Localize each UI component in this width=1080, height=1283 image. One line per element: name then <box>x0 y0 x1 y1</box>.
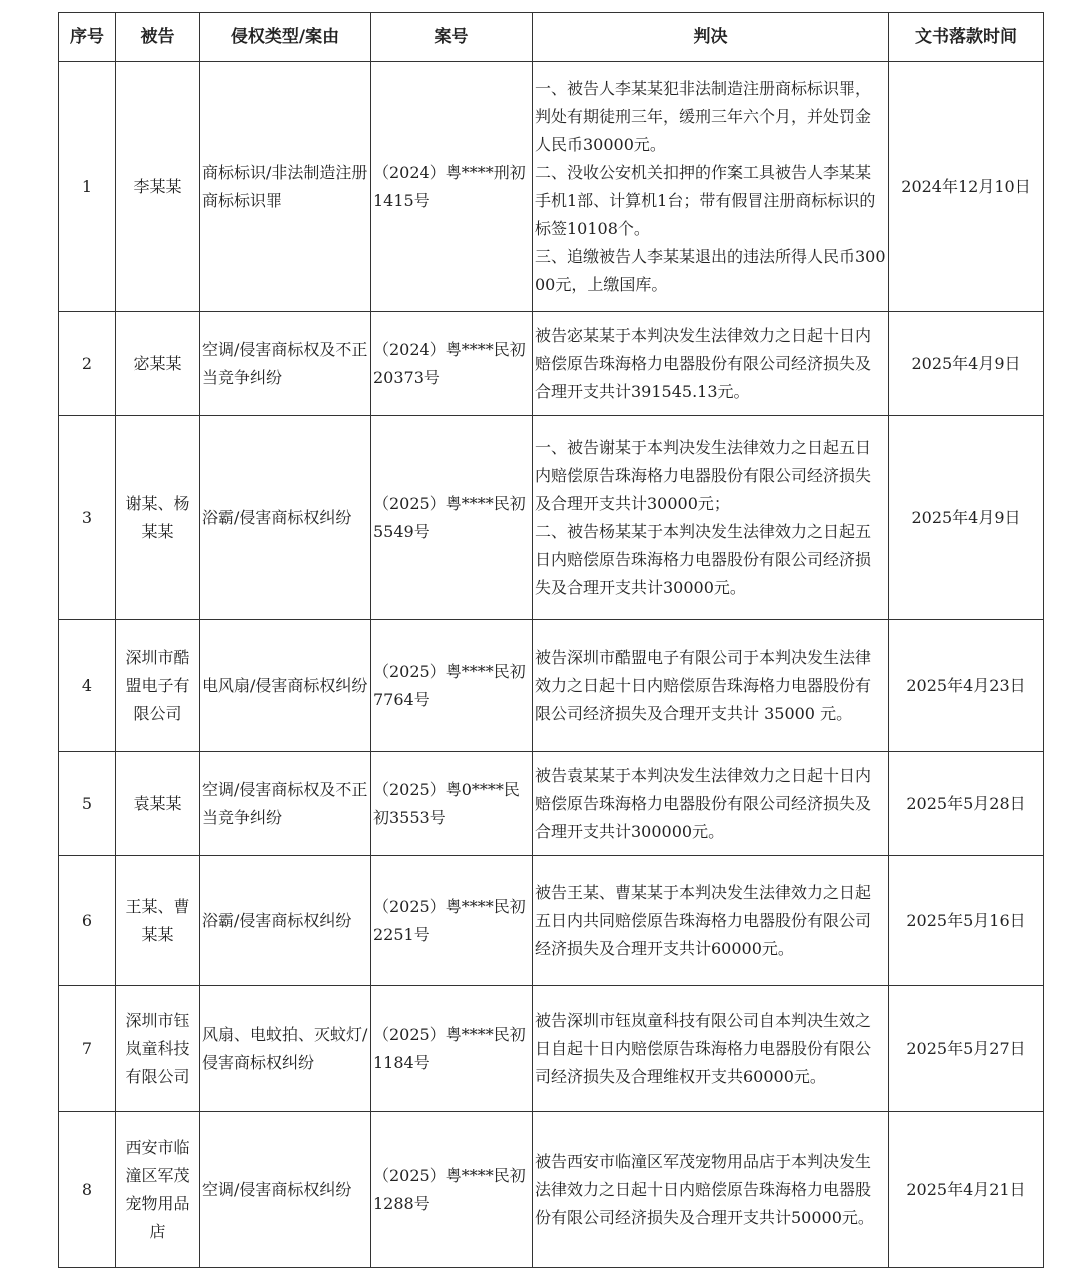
table-row <box>59 312 1044 416</box>
row-defendant: 深圳市酷盟电子有限公司 <box>116 620 200 752</box>
row-type: 商标标识/非法制造注册商标标识罪 <box>200 62 371 312</box>
row-case-no: （2025）粤****民初2251号 <box>371 856 533 986</box>
judgment-line: 被告王某、曹某某于本判决发生法律效力之日起五日内共同赔偿原告珠海格力电器股份有限公司经济损失及合理开支共计60000元。 <box>535 882 872 958</box>
table-row <box>59 1112 1044 1268</box>
table-body <box>59 62 1044 1268</box>
row-no: 4 <box>59 620 116 752</box>
header-type: 侵权类型/案由 <box>200 13 371 62</box>
header-case-no: 案号 <box>371 13 533 62</box>
row-defendant: 袁某某 <box>116 752 200 856</box>
row-type: 风扇、电蚊拍、灭蚊灯/侵害商标权纠纷 <box>200 986 371 1112</box>
row-date: 2025年4月9日 <box>889 312 1044 416</box>
row-type: 浴霸/侵害商标权纠纷 <box>200 856 371 986</box>
row-type: 空调/侵害商标权及不正当竞争纠纷 <box>200 752 371 856</box>
judgment-line: 三、追缴被告人李某某退出的违法所得人民币30000元，上缴国库。 <box>535 246 886 294</box>
row-date: 2025年5月27日 <box>889 986 1044 1112</box>
row-date: 2025年4月21日 <box>889 1112 1044 1268</box>
row-judgment <box>533 986 889 1112</box>
row-judgment <box>533 1112 889 1268</box>
table-row <box>59 752 1044 856</box>
judgment-line: 被告袁某某于本判决发生法律效力之日起十日内赔偿原告珠海格力电器股份有限公司经济损失及合理开支共计300000元。 <box>535 765 872 841</box>
judgment-line: 一、被告人李某某犯非法制造注册商标标识罪，判处有期徒刑三年，缓刑三年六个月，并处罚金人民币30000元。 <box>535 78 872 154</box>
row-defendant: 宓某某 <box>116 312 200 416</box>
judgment-line: 被告深圳市酷盟电子有限公司于本判决发生法律效力之日起十日内赔偿原告珠海格力电器股份有限公司经济损失及合理开支共计 35000 元。 <box>535 647 872 723</box>
row-no: 2 <box>59 312 116 416</box>
judgment-line: 被告宓某某于本判决发生法律效力之日起十日内赔偿原告珠海格力电器股份有限公司经济损失及合理开支共计391545.13元。 <box>535 325 872 401</box>
header-no: 序号 <box>59 13 116 62</box>
table-row <box>59 62 1044 312</box>
row-case-no: （2024）粤****刑初1415号 <box>371 62 533 312</box>
row-defendant: 王某、曹某某 <box>116 856 200 986</box>
row-type: 浴霸/侵害商标权纠纷 <box>200 416 371 620</box>
judgment-line: 二、被告杨某某于本判决发生法律效力之日起五日内赔偿原告珠海格力电器股份有限公司经济损失及合理开支共计30000元。 <box>535 521 872 597</box>
row-case-no: （2025）粤****民初7764号 <box>371 620 533 752</box>
row-date: 2024年12月10日 <box>889 62 1044 312</box>
table-row <box>59 986 1044 1112</box>
row-judgment <box>533 856 889 986</box>
row-defendant: 谢某、杨某某 <box>116 416 200 620</box>
row-judgment <box>533 620 889 752</box>
row-judgment <box>533 416 889 620</box>
judgment-table <box>58 12 1044 1268</box>
row-case-no: （2025）粤0****民初3553号 <box>371 752 533 856</box>
table-row <box>59 856 1044 986</box>
row-no: 6 <box>59 856 116 986</box>
table-header <box>59 13 1044 62</box>
row-case-no: （2025）粤****民初1184号 <box>371 986 533 1112</box>
row-no: 8 <box>59 1112 116 1268</box>
row-defendant: 李某某 <box>116 62 200 312</box>
row-type: 电风扇/侵害商标权纠纷 <box>200 620 371 752</box>
judgment-line: 二、没收公安机关扣押的作案工具被告人李某某手机1部、计算机1台；带有假冒注册商标标识的标签10108个。 <box>535 162 876 238</box>
row-defendant: 深圳市钰岚童科技有限公司 <box>116 986 200 1112</box>
row-defendant: 西安市临潼区军茂宠物用品店 <box>116 1112 200 1268</box>
row-date: 2025年4月23日 <box>889 620 1044 752</box>
row-judgment <box>533 62 889 312</box>
row-date: 2025年5月28日 <box>889 752 1044 856</box>
row-no: 5 <box>59 752 116 856</box>
header-judgment: 判决 <box>533 13 889 62</box>
row-type: 空调/侵害商标权及不正当竞争纠纷 <box>200 312 371 416</box>
row-no: 3 <box>59 416 116 620</box>
header-defendant: 被告 <box>116 13 200 62</box>
row-judgment <box>533 312 889 416</box>
row-no: 7 <box>59 986 116 1112</box>
row-case-no: （2025）粤****民初5549号 <box>371 416 533 620</box>
row-no: 1 <box>59 62 116 312</box>
row-judgment <box>533 752 889 856</box>
table-row <box>59 620 1044 752</box>
row-case-no: （2024）粤****民初20373号 <box>371 312 533 416</box>
judgment-line: 一、被告谢某于本判决发生法律效力之日起五日内赔偿原告珠海格力电器股份有限公司经济损失及合理开支共计30000元； <box>535 437 872 513</box>
row-type: 空调/侵害商标权纠纷 <box>200 1112 371 1268</box>
row-case-no: （2025）粤****民初1288号 <box>371 1112 533 1268</box>
header-date: 文书落款时间 <box>889 13 1044 62</box>
row-date: 2025年5月16日 <box>889 856 1044 986</box>
judgment-line: 被告西安市临潼区军茂宠物用品店于本判决发生法律效力之日起十日内赔偿原告珠海格力电器股份有限公司经济损失及合理开支共计50000元。 <box>535 1151 874 1227</box>
judgment-line: 被告深圳市钰岚童科技有限公司自本判决生效之日自起十日内赔偿原告珠海格力电器股份有限公司经济损失及合理维权开支共60000元。 <box>535 1010 872 1086</box>
table-row <box>59 416 1044 620</box>
row-date: 2025年4月9日 <box>889 416 1044 620</box>
